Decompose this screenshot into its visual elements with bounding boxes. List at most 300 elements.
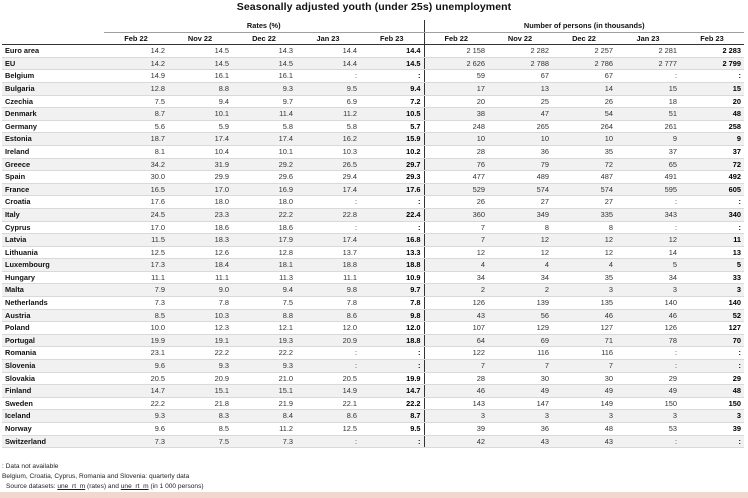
table-row: [2, 435, 744, 448]
rate-cell: :: [296, 196, 360, 209]
persons-cell: 2 777: [616, 57, 680, 70]
persons-cell: :: [616, 70, 680, 83]
rate-cell: 14.4: [296, 57, 360, 70]
rate-cell: :: [296, 347, 360, 360]
persons-cell: 2 281: [616, 45, 680, 58]
persons-cell: 56: [488, 309, 552, 322]
rate-cell: 9.0: [168, 284, 232, 297]
persons-cell: 150: [680, 397, 744, 410]
rate-cell: 5.7: [360, 120, 424, 133]
persons-cell: 17: [424, 82, 488, 95]
country-cell: Malta: [2, 284, 104, 297]
persons-cell: 4: [424, 259, 488, 272]
table-row: [2, 297, 744, 310]
rate-cell: :: [296, 221, 360, 234]
persons-cell: 8: [488, 221, 552, 234]
rate-cell: 7.2: [360, 95, 424, 108]
persons-month-header: Feb 23: [680, 32, 744, 45]
rate-cell: 5.9: [168, 120, 232, 133]
persons-month-header: Feb 22: [424, 32, 488, 45]
persons-cell: 48: [552, 423, 616, 436]
rate-cell: 14.5: [360, 57, 424, 70]
persons-cell: 265: [488, 120, 552, 133]
persons-cell: 2 626: [424, 57, 488, 70]
rate-cell: 16.8: [360, 234, 424, 247]
persons-cell: 2 283: [680, 45, 744, 58]
source-mid: (rates) and: [85, 483, 121, 490]
persons-cell: 37: [616, 145, 680, 158]
persons-cell: 116: [488, 347, 552, 360]
persons-cell: 28: [424, 372, 488, 385]
persons-cell: 3: [616, 410, 680, 423]
persons-cell: 46: [552, 309, 616, 322]
rate-cell: 10.2: [360, 145, 424, 158]
table-row: [2, 347, 744, 360]
rates-month-header: Nov 22: [168, 32, 232, 45]
table-row: [2, 70, 744, 83]
rate-cell: 12.3: [168, 322, 232, 335]
persons-cell: 13: [680, 246, 744, 259]
table-row: [2, 133, 744, 146]
persons-cell: 67: [488, 70, 552, 83]
persons-cell: 149: [552, 397, 616, 410]
persons-cell: 15: [680, 82, 744, 95]
persons-cell: 574: [552, 183, 616, 196]
persons-cell: 3: [424, 410, 488, 423]
country-cell: Portugal: [2, 334, 104, 347]
persons-cell: 71: [552, 334, 616, 347]
country-cell: Switzerland: [2, 435, 104, 448]
rate-cell: 16.2: [296, 133, 360, 146]
table-row: [2, 271, 744, 284]
rate-cell: :: [296, 70, 360, 83]
rate-cell: 17.4: [232, 133, 296, 146]
persons-cell: 11: [680, 234, 744, 247]
rate-cell: 22.2: [104, 397, 168, 410]
rates-month-header: Dec 22: [232, 32, 296, 45]
table-row: [2, 309, 744, 322]
country-cell: Spain: [2, 171, 104, 184]
rate-cell: 15.1: [168, 385, 232, 398]
persons-cell: 15: [616, 82, 680, 95]
table-row: [2, 158, 744, 171]
rate-cell: 14.2: [104, 45, 168, 58]
rates-month-header: Jan 23: [296, 32, 360, 45]
persons-cell: 7: [552, 360, 616, 373]
persons-cell: 27: [488, 196, 552, 209]
persons-cell: 2: [424, 284, 488, 297]
table-row: [2, 108, 744, 121]
country-cell: Hungary: [2, 271, 104, 284]
rate-cell: 18.3: [168, 234, 232, 247]
persons-cell: 12: [488, 234, 552, 247]
rate-cell: 17.0: [104, 221, 168, 234]
source-suffix: (in 1 000 persons): [148, 483, 204, 490]
rate-cell: 5.6: [104, 120, 168, 133]
rate-cell: 7.5: [104, 95, 168, 108]
rate-cell: :: [360, 360, 424, 373]
country-cell: Euro area: [2, 45, 104, 58]
source-link-persons[interactable]: une_rt_m: [120, 483, 149, 490]
persons-cell: 46: [424, 385, 488, 398]
rate-cell: :: [360, 70, 424, 83]
rate-cell: 18.7: [104, 133, 168, 146]
rate-cell: 8.7: [104, 108, 168, 121]
rate-cell: 22.2: [360, 397, 424, 410]
rate-cell: 9.8: [296, 284, 360, 297]
rate-cell: 18.4: [168, 259, 232, 272]
rate-cell: 7.8: [296, 297, 360, 310]
persons-cell: 18: [616, 95, 680, 108]
rate-cell: 18.0: [232, 196, 296, 209]
persons-cell: 79: [488, 158, 552, 171]
table-row: [2, 57, 744, 70]
rate-cell: 12.8: [104, 82, 168, 95]
rate-cell: 8.5: [168, 423, 232, 436]
persons-month-header: Jan 23: [616, 32, 680, 45]
table-row: [2, 284, 744, 297]
persons-cell: 139: [488, 297, 552, 310]
country-cell: Netherlands: [2, 297, 104, 310]
rate-cell: 7.8: [360, 297, 424, 310]
persons-cell: 34: [488, 271, 552, 284]
persons-cell: 67: [552, 70, 616, 83]
persons-cell: 2 158: [424, 45, 488, 58]
source-link-rates[interactable]: une_rt_m: [57, 483, 86, 490]
rate-cell: 22.2: [232, 347, 296, 360]
persons-cell: 30: [488, 372, 552, 385]
rate-cell: 14.2: [104, 57, 168, 70]
persons-cell: 12: [488, 246, 552, 259]
persons-cell: 140: [680, 297, 744, 310]
rate-cell: 29.9: [168, 171, 232, 184]
table-row: [2, 259, 744, 272]
rate-cell: 9.7: [360, 284, 424, 297]
rate-cell: 19.9: [360, 372, 424, 385]
country-cell: Romania: [2, 347, 104, 360]
rate-cell: 12.5: [296, 423, 360, 436]
table-row: [2, 196, 744, 209]
rate-cell: 7.3: [104, 297, 168, 310]
rate-cell: 11.3: [232, 271, 296, 284]
rate-cell: 20.9: [296, 334, 360, 347]
table-row: [2, 234, 744, 247]
persons-cell: 30: [552, 372, 616, 385]
rate-cell: 23.3: [168, 208, 232, 221]
persons-cell: 52: [680, 309, 744, 322]
persons-cell: 39: [424, 423, 488, 436]
persons-cell: 2: [488, 284, 552, 297]
persons-cell: 12: [424, 246, 488, 259]
rate-cell: 7.8: [168, 297, 232, 310]
rate-cell: 12.8: [232, 246, 296, 259]
persons-cell: 72: [552, 158, 616, 171]
rate-cell: :: [360, 347, 424, 360]
persons-cell: 78: [616, 334, 680, 347]
table-row: [2, 171, 744, 184]
rate-cell: 9.4: [360, 82, 424, 95]
rates-month-header: Feb 23: [360, 32, 424, 45]
persons-cell: 3: [616, 284, 680, 297]
rate-cell: 34.2: [104, 158, 168, 171]
persons-cell: 258: [680, 120, 744, 133]
rate-cell: 8.4: [232, 410, 296, 423]
country-cell: Norway: [2, 423, 104, 436]
table-row: [2, 360, 744, 373]
persons-cell: 3: [552, 284, 616, 297]
persons-cell: 2 799: [680, 57, 744, 70]
persons-cell: 248: [424, 120, 488, 133]
rate-cell: 11.2: [232, 423, 296, 436]
rate-cell: 10.3: [296, 145, 360, 158]
rate-cell: 12.6: [168, 246, 232, 259]
persons-cell: 487: [552, 171, 616, 184]
country-cell: Denmark: [2, 108, 104, 121]
rate-cell: :: [360, 221, 424, 234]
rate-cell: 18.8: [360, 259, 424, 272]
rate-cell: 8.5: [104, 309, 168, 322]
persons-cell: 69: [488, 334, 552, 347]
country-cell: Iceland: [2, 410, 104, 423]
rate-cell: 12.1: [232, 322, 296, 335]
rate-cell: 15.1: [232, 385, 296, 398]
country-cell: Germany: [2, 120, 104, 133]
persons-cell: :: [680, 196, 744, 209]
rate-cell: 12.5: [104, 246, 168, 259]
persons-cell: 10: [552, 133, 616, 146]
rate-cell: 8.6: [296, 410, 360, 423]
persons-cell: :: [616, 360, 680, 373]
rate-cell: :: [360, 196, 424, 209]
rate-cell: 10.1: [168, 108, 232, 121]
rate-cell: 8.7: [360, 410, 424, 423]
rate-cell: 10.0: [104, 322, 168, 335]
rate-cell: 17.6: [360, 183, 424, 196]
persons-cell: 37: [680, 145, 744, 158]
rate-cell: 7.9: [104, 284, 168, 297]
persons-cell: 7: [488, 360, 552, 373]
persons-cell: 7: [424, 360, 488, 373]
rate-cell: 9.3: [232, 82, 296, 95]
persons-cell: 12: [552, 234, 616, 247]
rate-cell: 9.5: [360, 423, 424, 436]
persons-cell: 122: [424, 347, 488, 360]
persons-cell: 28: [424, 145, 488, 158]
rate-cell: 10.1: [232, 145, 296, 158]
persons-cell: 26: [552, 95, 616, 108]
country-cell: Italy: [2, 208, 104, 221]
table-row: [2, 372, 744, 385]
persons-cell: 49: [488, 385, 552, 398]
rate-cell: 9.4: [168, 95, 232, 108]
persons-cell: 10: [424, 133, 488, 146]
persons-cell: 36: [488, 145, 552, 158]
rate-cell: 17.6: [104, 196, 168, 209]
persons-cell: 340: [680, 208, 744, 221]
rate-cell: 22.4: [360, 208, 424, 221]
corner-cell: [2, 20, 104, 32]
rate-cell: 8.1: [104, 145, 168, 158]
rate-cell: 17.4: [296, 234, 360, 247]
rate-cell: :: [360, 435, 424, 448]
persons-cell: 33: [680, 271, 744, 284]
country-cell: Finland: [2, 385, 104, 398]
rate-cell: 17.9: [232, 234, 296, 247]
rate-cell: 11.4: [232, 108, 296, 121]
rates-month-header: Feb 22: [104, 32, 168, 45]
persons-cell: 29: [680, 372, 744, 385]
persons-cell: 64: [424, 334, 488, 347]
rate-cell: 13.7: [296, 246, 360, 259]
country-cell: Slovakia: [2, 372, 104, 385]
rate-cell: 16.9: [232, 183, 296, 196]
persons-month-header: Nov 22: [488, 32, 552, 45]
rate-cell: 8.3: [168, 410, 232, 423]
persons-cell: 48: [680, 108, 744, 121]
country-cell: Belgium: [2, 70, 104, 83]
persons-cell: 5: [680, 259, 744, 272]
persons-cell: 529: [424, 183, 488, 196]
table-row: [2, 221, 744, 234]
persons-cell: 126: [616, 322, 680, 335]
rate-cell: 18.8: [296, 259, 360, 272]
rate-cell: 9.6: [104, 423, 168, 436]
persons-cell: 9: [616, 133, 680, 146]
rate-cell: 7.5: [232, 297, 296, 310]
rate-cell: 26.5: [296, 158, 360, 171]
rate-cell: 9.8: [360, 309, 424, 322]
persons-cell: 26: [424, 196, 488, 209]
persons-cell: 59: [424, 70, 488, 83]
unemployment-table: [2, 20, 744, 448]
persons-cell: 2 788: [488, 57, 552, 70]
country-cell: Luxembourg: [2, 259, 104, 272]
persons-cell: 3: [488, 410, 552, 423]
persons-cell: 4: [552, 259, 616, 272]
persons-month-header: Dec 22: [552, 32, 616, 45]
persons-cell: 43: [424, 309, 488, 322]
rate-cell: 10.9: [360, 271, 424, 284]
table-row: [2, 120, 744, 133]
rate-cell: 20.5: [296, 372, 360, 385]
rate-cell: 17.4: [296, 183, 360, 196]
rate-cell: 14.9: [296, 385, 360, 398]
rate-cell: 7.3: [232, 435, 296, 448]
persons-cell: 49: [616, 385, 680, 398]
persons-cell: 343: [616, 208, 680, 221]
persons-cell: 35: [552, 271, 616, 284]
rate-cell: 5.8: [232, 120, 296, 133]
persons-cell: 126: [424, 297, 488, 310]
persons-cell: 20: [424, 95, 488, 108]
rate-cell: 17.4: [168, 133, 232, 146]
persons-cell: 36: [488, 423, 552, 436]
persons-cell: 76: [424, 158, 488, 171]
country-cell: Greece: [2, 158, 104, 171]
rate-cell: 18.0: [168, 196, 232, 209]
persons-cell: 147: [488, 397, 552, 410]
persons-cell: 13: [488, 82, 552, 95]
rate-cell: 8.6: [296, 309, 360, 322]
persons-cell: 116: [552, 347, 616, 360]
country-cell: Sweden: [2, 397, 104, 410]
table-row: [2, 82, 744, 95]
source-note: [2, 482, 204, 492]
rate-cell: 22.2: [168, 347, 232, 360]
persons-cell: 47: [488, 108, 552, 121]
rate-cell: 29.7: [360, 158, 424, 171]
persons-cell: 14: [552, 82, 616, 95]
persons-cell: 8: [552, 221, 616, 234]
persons-cell: 2 257: [552, 45, 616, 58]
country-cell: Slovenia: [2, 360, 104, 373]
persons-cell: 70: [680, 334, 744, 347]
country-cell: Austria: [2, 309, 104, 322]
rate-cell: 9.3: [168, 360, 232, 373]
rate-cell: 16.5: [104, 183, 168, 196]
table-title: Seasonally adjusted youth (under 25s) unemployment: [236, 1, 512, 13]
country-cell: EU: [2, 57, 104, 70]
note-quarterly: Belgium, Croatia, Cyprus, Romania and Slovenia: quarterly data: [2, 473, 190, 480]
rate-cell: 21.0: [232, 372, 296, 385]
table-row: [2, 334, 744, 347]
persons-cell: 43: [488, 435, 552, 448]
persons-cell: 4: [488, 259, 552, 272]
persons-cell: :: [680, 435, 744, 448]
table-row: [2, 410, 744, 423]
rate-cell: 29.4: [296, 171, 360, 184]
persons-cell: 9: [680, 133, 744, 146]
persons-cell: :: [680, 221, 744, 234]
persons-cell: 360: [424, 208, 488, 221]
table-row: [2, 95, 744, 108]
persons-cell: 25: [488, 95, 552, 108]
rate-cell: 9.7: [232, 95, 296, 108]
rate-cell: 11.5: [104, 234, 168, 247]
rate-cell: 20.5: [104, 372, 168, 385]
persons-cell: 53: [616, 423, 680, 436]
rate-cell: 29.3: [360, 171, 424, 184]
persons-cell: 574: [488, 183, 552, 196]
persons-cell: 34: [616, 271, 680, 284]
persons-cell: :: [616, 221, 680, 234]
persons-cell: 127: [552, 322, 616, 335]
table-row: [2, 183, 744, 196]
rate-cell: 21.8: [168, 397, 232, 410]
bottom-strip: [0, 492, 748, 498]
rate-cell: 16.1: [168, 70, 232, 83]
persons-cell: 143: [424, 397, 488, 410]
country-cell: Bulgaria: [2, 82, 104, 95]
rate-cell: 31.9: [168, 158, 232, 171]
country-cell: Latvia: [2, 234, 104, 247]
persons-group-header: Number of persons (in thousands): [424, 20, 744, 32]
country-cell: Croatia: [2, 196, 104, 209]
rate-cell: 10.4: [168, 145, 232, 158]
footnotes: [2, 462, 204, 492]
persons-cell: 42: [424, 435, 488, 448]
persons-cell: 5: [616, 259, 680, 272]
persons-cell: 3: [680, 410, 744, 423]
rate-cell: 10.3: [168, 309, 232, 322]
persons-cell: 264: [552, 120, 616, 133]
rates-group-header: Rates (%): [104, 20, 424, 32]
country-cell: Ireland: [2, 145, 104, 158]
country-cell: France: [2, 183, 104, 196]
persons-cell: 14: [616, 246, 680, 259]
persons-cell: 492: [680, 171, 744, 184]
persons-cell: 46: [616, 309, 680, 322]
